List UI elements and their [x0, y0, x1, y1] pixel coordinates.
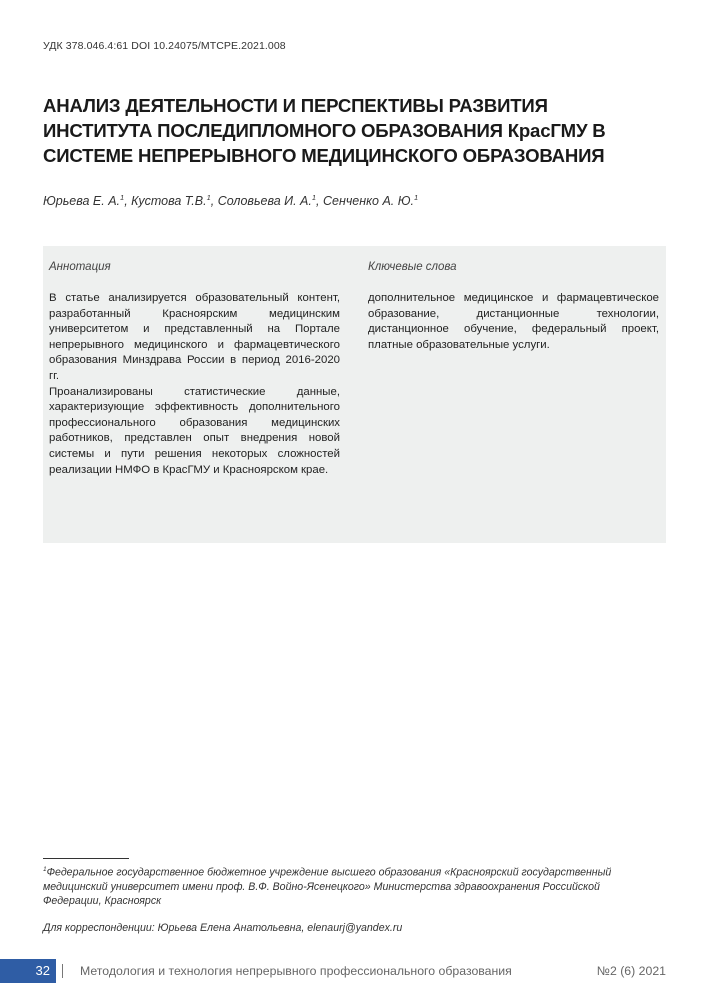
- author-list: [43, 193, 418, 208]
- author-affiliation-mark: 1: [120, 193, 125, 202]
- abstract-paragraph-2: Проанализированы статистические данные, характеризующие эффективность дополнительного профессионального образования медицинских работников, представлен опыт внедрения новой системы и пути решения некоторых сложностей реализации НМФО в КрасГМУ и Красноярском крае.: [49, 385, 340, 476]
- footnote-text: Федеральное государственное бюджетное учреждение высшего образования «Красноярский государственный медицинский университет имени проф. В.Ф. Войно-Ясенецкого» Министерства здравоохранения Российской Федерации, Красноярск: [43, 866, 612, 908]
- affiliation-footnote: [43, 863, 643, 908]
- footnote-mark: 1: [43, 866, 47, 873]
- page-footer: [0, 959, 709, 983]
- abstract-keywords-box: [43, 246, 666, 543]
- journal-title: Методология и технология непрерывного профессионального образования: [80, 964, 512, 978]
- footer-separator: [62, 964, 63, 978]
- author-name: Кустова Т.В.: [131, 194, 207, 209]
- correspondence-line: Для корреспонденции: Юрьева Елена Анатольевна, elenaurj@yandex.ru: [43, 922, 403, 934]
- author-separator: ,: [210, 194, 218, 209]
- footnote-divider: [43, 858, 129, 859]
- author-name: Соловьева И. А.: [217, 194, 312, 209]
- author-separator: ,: [124, 194, 132, 209]
- issue-number: №2 (6) 2021: [596, 964, 666, 978]
- author-affiliation-mark: 1: [206, 193, 211, 202]
- abstract-heading: Аннотация: [49, 261, 111, 273]
- abstract-body: [49, 291, 340, 478]
- author-separator: ,: [316, 194, 323, 209]
- author-affiliation-mark: 1: [414, 193, 419, 202]
- title-line-2: ИНСТИТУТА ПОСЛЕДИПЛОМНОГО ОБРАЗОВАНИЯ КрасГМУ В: [43, 120, 606, 141]
- keywords-heading: Ключевые слова: [368, 261, 457, 273]
- udk-doi-line: УДК 378.046.4:61 DOI 10.24075/MTCPE.2021.008: [43, 40, 286, 52]
- keywords-text: дополнительное медицинское и фармацевтическое образование, дистанционные технологии, дистанционное обучение, федеральный проект, платные образовательные услуги.: [368, 292, 659, 351]
- author-name: Сенченко А. Ю.: [322, 194, 415, 209]
- page-number: 32: [0, 959, 56, 983]
- article-title: [43, 93, 673, 168]
- author-name: Юрьева Е. А.: [43, 194, 121, 209]
- abstract-paragraph-1: В статье анализируется образовательный контент, разработанный Красноярским медицинским университетом и представленный на Портале непрерывного медицинского и фармацевтического образования Минздрава России в период 2016-2020 гг.: [49, 292, 340, 382]
- author-affiliation-mark: 1: [311, 193, 317, 202]
- title-line-1: АНАЛИЗ ДЕЯТЕЛЬНОСТИ И ПЕРСПЕКТИВЫ РАЗВИТИЯ: [43, 95, 548, 116]
- title-line-3: СИСТЕМЕ НЕПРЕРЫВНОГО МЕДИЦИНСКОГО ОБРАЗОВАНИЯ: [43, 145, 605, 166]
